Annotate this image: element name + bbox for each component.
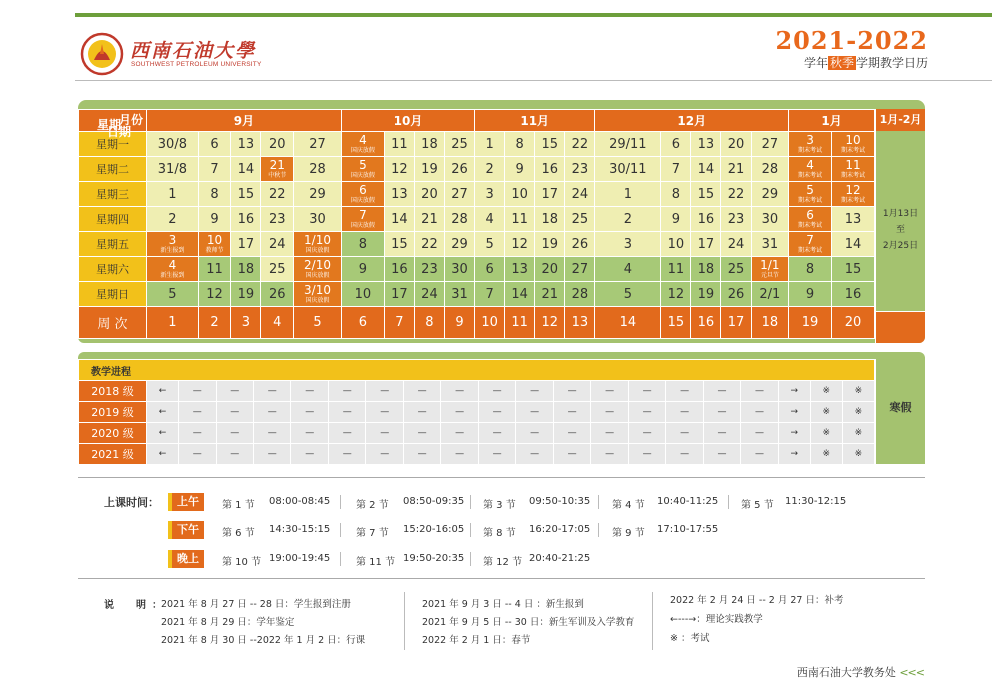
winter-break-header: 1月-2月 <box>875 109 925 131</box>
slot-number: 第 4 节 <box>612 500 645 511</box>
date-cell: 13 <box>505 257 535 282</box>
date-cell: 14 <box>231 157 261 182</box>
date-cell: 20 <box>414 182 444 207</box>
date-cell: 27 <box>751 132 789 157</box>
period-label: 上午 <box>168 493 204 511</box>
period-label: 晚上 <box>168 550 204 568</box>
day-label: 星期六 <box>79 257 147 282</box>
date-cell: 1/1 元旦节 <box>751 257 789 282</box>
date-cell: 10 <box>505 182 535 207</box>
date-cell: 26 <box>444 157 474 182</box>
date-cell: 4 国庆放假 <box>341 132 384 157</box>
date-cell: 23 <box>721 207 751 232</box>
date-cell: 2/1 <box>751 282 789 307</box>
date-cell: 14 <box>691 157 721 182</box>
date-cell: 6 <box>475 257 505 282</box>
note-item: 2021 年 8 月 29 日：学年鉴定 <box>161 617 295 628</box>
date-cell: 29/11 <box>595 132 661 157</box>
slot-number: 第 12 节 <box>483 557 523 568</box>
section-divider <box>78 477 925 478</box>
date-cell: 6 期末考试 <box>789 207 832 232</box>
date-cell: 11 <box>505 207 535 232</box>
date-cell: 17 <box>384 282 414 307</box>
date-cell: 13 <box>231 132 261 157</box>
calendar-row <box>79 207 875 232</box>
date-cell: 17 <box>691 232 721 257</box>
date-cell: 21 <box>535 282 565 307</box>
slot-time: 09:50-10:35 <box>529 496 591 507</box>
date-cell: 25 <box>565 207 595 232</box>
day-label: 星期五 <box>79 232 147 257</box>
date-cell: 27 <box>565 257 595 282</box>
date-cell: 5 国庆放假 <box>341 157 384 182</box>
date-cell: 11 <box>198 257 231 282</box>
month-dec: 12月 <box>595 110 789 132</box>
slot-time: 11:30-12:15 <box>785 496 847 507</box>
slot-number: 第 9 节 <box>612 528 645 539</box>
note-item: 2021 年 8 月 30 日 --2022 年 1 月 2 日：行课 <box>161 635 366 646</box>
date-cell: 15 <box>691 182 721 207</box>
month-oct: 10月 <box>341 110 474 132</box>
calendar-row <box>79 232 875 257</box>
date-cell: 5 <box>475 232 505 257</box>
slot-time: 10:40-11:25 <box>657 496 719 507</box>
date-cell: 15 <box>535 132 565 157</box>
day-label: 星期四 <box>79 207 147 232</box>
date-cell: 15 <box>231 182 261 207</box>
date-cell: 11 期末考试 <box>832 157 875 182</box>
calendar-table <box>78 109 875 339</box>
date-cell: 12 <box>384 157 414 182</box>
date-cell: 5 期末考试 <box>789 182 832 207</box>
date-cell: 22 <box>261 182 294 207</box>
date-cell: 28 <box>294 157 342 182</box>
period-label: 下午 <box>168 521 204 539</box>
date-cell: 24 <box>565 182 595 207</box>
date-cell: 5 <box>595 282 661 307</box>
date-cell: 11 <box>661 257 691 282</box>
progress-row: 2021 级 ← — — — — — — — — — — — — — — — — → ※ ※ <box>79 444 875 465</box>
week-number: 20 <box>832 307 875 339</box>
slot-time: 20:40-21:25 <box>529 553 591 564</box>
date-cell: 13 <box>691 132 721 157</box>
slot-number: 第 1 节 <box>222 500 255 511</box>
week-label: 周 次 <box>79 307 147 339</box>
date-cell: 22 <box>565 132 595 157</box>
date-cell: 7 <box>661 157 691 182</box>
date-cell: 21 <box>414 207 444 232</box>
date-cell: 30 <box>294 207 342 232</box>
date-cell: 12 <box>661 282 691 307</box>
date-cell: 7 <box>198 157 231 182</box>
date-cell: 21 中秋节 <box>261 157 294 182</box>
date-cell: 11 <box>384 132 414 157</box>
date-cell: 9 <box>789 282 832 307</box>
note-item: ←---→：理论实践教学 <box>670 614 763 625</box>
slot-number: 第 10 节 <box>222 557 262 568</box>
date-cell: 28 <box>751 157 789 182</box>
week-number: 4 <box>261 307 294 339</box>
date-cell: 8 <box>198 182 231 207</box>
schedule-row-evening <box>168 550 868 570</box>
date-cell: 21 <box>721 157 751 182</box>
date-cell: 22 <box>414 232 444 257</box>
date-cell: 8 <box>505 132 535 157</box>
academic-year-title: 2021-2022 <box>775 26 928 55</box>
slot-number: 第 5 节 <box>741 500 774 511</box>
slot-time: 19:00-19:45 <box>269 553 331 564</box>
note-item: 2021 年 8 月 27 日 -- 28 日：学生报到注册 <box>161 599 351 610</box>
date-cell: 4 新生报到 <box>147 257 199 282</box>
note-item: 2021 年 9 月 3 日 -- 4 日 ：新生报到 <box>422 599 584 610</box>
date-cell: 31/8 <box>147 157 199 182</box>
week-number: 5 <box>294 307 342 339</box>
date-cell: 18 <box>535 207 565 232</box>
week-number: 3 <box>231 307 261 339</box>
date-cell: 30 <box>444 257 474 282</box>
winter-break-column <box>875 109 925 343</box>
date-cell: 9 <box>198 207 231 232</box>
week-number: 19 <box>789 307 832 339</box>
week-number: 18 <box>751 307 789 339</box>
date-cell: 18 <box>691 257 721 282</box>
week-number: 17 <box>721 307 751 339</box>
grade-label: 2018 级 <box>79 381 147 402</box>
date-cell: 5 <box>147 282 199 307</box>
date-cell: 3 新生报到 <box>147 232 199 257</box>
date-cell: 12 <box>505 232 535 257</box>
note-item: 2021 年 9 月 5 日 -- 30 日：新生军训及入学教育 <box>422 617 635 628</box>
slot-time: 16:20-17:05 <box>529 524 591 535</box>
week-number: 15 <box>661 307 691 339</box>
week-number: 14 <box>595 307 661 339</box>
week-number: 11 <box>505 307 535 339</box>
date-cell: 1 <box>147 182 199 207</box>
date-cell: 2/10 国庆放假 <box>294 257 342 282</box>
month-nov: 11月 <box>475 110 595 132</box>
note-item: 2022 年 2 月 24 日 -- 2 月 27 日：补考 <box>670 595 844 606</box>
date-cell: 9 <box>661 207 691 232</box>
week-number: 7 <box>384 307 414 339</box>
schedule-row-afternoon <box>168 521 868 541</box>
date-cell: 3 <box>475 182 505 207</box>
date-cell: 27 <box>294 132 342 157</box>
progress-row: 2020 级 ← — — — — — — — — — — — — — — — — → ※ ※ <box>79 423 875 444</box>
teaching-progress <box>78 352 925 464</box>
date-cell: 30/11 <box>595 157 661 182</box>
winter-break-footer <box>875 311 925 343</box>
date-cell: 16 <box>231 207 261 232</box>
month-jan: 1月 <box>789 110 875 132</box>
progress-table <box>78 359 875 464</box>
slot-time: 17:10-17:55 <box>657 524 719 535</box>
date-cell: 20 <box>721 132 751 157</box>
notes-divider <box>652 592 653 650</box>
slot-number: 第 11 节 <box>356 557 396 568</box>
date-cell: 3 期末考试 <box>789 132 832 157</box>
date-cell: 26 <box>721 282 751 307</box>
day-label: 星期日 <box>79 282 147 307</box>
date-cell: 19 <box>535 232 565 257</box>
week-number: 6 <box>341 307 384 339</box>
date-cell: 31 <box>444 282 474 307</box>
date-cell: 3/10 国庆放假 <box>294 282 342 307</box>
date-cell: 18 <box>414 132 444 157</box>
date-cell: 25 <box>444 132 474 157</box>
calendar-row <box>79 182 875 207</box>
calendar-corner: 月份 星期 日期 <box>79 110 147 132</box>
date-cell: 6 <box>198 132 231 157</box>
date-cell: 9 <box>505 157 535 182</box>
progress-row: 2018 级 ← — — — — — — — — — — — — — — — — → ※ ※ <box>79 381 875 402</box>
calendar-row <box>79 257 875 282</box>
calendar-row <box>79 157 875 182</box>
date-cell: 14 <box>832 232 875 257</box>
date-cell: 26 <box>565 232 595 257</box>
grade-label: 2021 级 <box>79 444 147 465</box>
calendar-subtitle: 学年 秋季 学期教学日历 <box>803 56 928 70</box>
winter-break-label: 寒假 <box>875 359 925 464</box>
slot-time: 19:50-20:35 <box>403 553 465 564</box>
date-cell: 2 <box>595 207 661 232</box>
date-cell: 7 期末考试 <box>789 232 832 257</box>
week-number: 10 <box>475 307 505 339</box>
grade-label: 2019 级 <box>79 402 147 423</box>
date-cell: 2 <box>475 157 505 182</box>
slot-time: 08:50-09:35 <box>403 496 465 507</box>
date-cell: 23 <box>414 257 444 282</box>
date-cell: 1 <box>475 132 505 157</box>
date-cell: 29 <box>444 232 474 257</box>
date-cell: 8 <box>789 257 832 282</box>
date-cell: 10 <box>341 282 384 307</box>
schedule-row-morning <box>168 493 868 513</box>
date-cell: 17 <box>535 182 565 207</box>
date-cell: 4 期末考试 <box>789 157 832 182</box>
date-cell: 19 <box>231 282 261 307</box>
week-number: 1 <box>147 307 199 339</box>
note-item: ※ ：考试 <box>670 633 710 644</box>
date-cell: 30 <box>751 207 789 232</box>
university-name-en: SOUTHWEST PETROLEUM UNIVERSITY <box>131 61 262 68</box>
date-cell: 23 <box>261 207 294 232</box>
top-accent-bar <box>75 13 992 17</box>
date-cell: 15 <box>384 232 414 257</box>
date-cell: 31 <box>751 232 789 257</box>
date-cell: 9 <box>341 257 384 282</box>
date-cell: 24 <box>414 282 444 307</box>
week-number: 13 <box>565 307 595 339</box>
date-cell: 16 <box>535 157 565 182</box>
note-item: 2022 年 2 月 1 日：春节 <box>422 635 531 646</box>
date-cell: 29 <box>751 182 789 207</box>
date-cell: 3 <box>595 232 661 257</box>
date-cell: 7 <box>475 282 505 307</box>
date-cell: 4 <box>595 257 661 282</box>
winter-break-range: 1月13日 至 2月25日 <box>875 131 925 311</box>
date-cell: 6 国庆放假 <box>341 182 384 207</box>
date-cell: 1/10 国庆放假 <box>294 232 342 257</box>
university-logo-icon <box>80 32 124 76</box>
date-cell: 8 <box>661 182 691 207</box>
university-name: 西南石油大學 <box>130 40 257 62</box>
date-cell: 15 <box>832 257 875 282</box>
slot-time: 14:30-15:15 <box>269 524 331 535</box>
date-cell: 10 教师节 <box>198 232 231 257</box>
date-cell: 26 <box>261 282 294 307</box>
slot-time: 08:00-08:45 <box>269 496 331 507</box>
notes-divider <box>404 592 405 650</box>
slot-number: 第 2 节 <box>356 500 389 511</box>
slot-number: 第 3 节 <box>483 500 516 511</box>
date-cell: 16 <box>832 282 875 307</box>
week-number-row <box>79 307 875 339</box>
progress-row: 2019 级 ← — — — — — — — — — — — — — — — — → ※ ※ <box>79 402 875 423</box>
week-number: 9 <box>444 307 474 339</box>
date-cell: 10 期末考试 <box>832 132 875 157</box>
date-cell: 23 <box>565 157 595 182</box>
slot-number: 第 6 节 <box>222 528 255 539</box>
date-cell: 14 <box>384 207 414 232</box>
week-number: 2 <box>198 307 231 339</box>
date-cell: 7 国庆放假 <box>341 207 384 232</box>
slot-number: 第 7 节 <box>356 528 389 539</box>
date-cell: 28 <box>444 207 474 232</box>
date-cell: 20 <box>535 257 565 282</box>
date-cell: 24 <box>721 232 751 257</box>
date-cell: 30/8 <box>147 132 199 157</box>
date-cell: 25 <box>261 257 294 282</box>
date-cell: 17 <box>231 232 261 257</box>
date-cell: 4 <box>475 207 505 232</box>
date-cell: 22 <box>721 182 751 207</box>
date-cell: 28 <box>565 282 595 307</box>
week-number: 8 <box>414 307 444 339</box>
date-cell: 13 <box>832 207 875 232</box>
month-sep: 9月 <box>147 110 342 132</box>
date-cell: 12 <box>198 282 231 307</box>
week-number: 16 <box>691 307 721 339</box>
header-divider <box>75 80 992 81</box>
calendar-row <box>79 282 875 307</box>
date-cell: 12 期末考试 <box>832 182 875 207</box>
section-divider <box>78 578 925 579</box>
progress-title: 教学进程 <box>79 360 875 381</box>
date-cell: 2 <box>147 207 199 232</box>
date-cell: 29 <box>294 182 342 207</box>
date-cell: 25 <box>721 257 751 282</box>
calendar-row <box>79 132 875 157</box>
schedule-title: 上课时间： <box>104 496 159 509</box>
day-label: 星期一 <box>79 132 147 157</box>
day-label: 星期二 <box>79 157 147 182</box>
date-cell: 27 <box>444 182 474 207</box>
date-cell: 24 <box>261 232 294 257</box>
date-cell: 14 <box>505 282 535 307</box>
day-label: 星期三 <box>79 182 147 207</box>
date-cell: 13 <box>384 182 414 207</box>
date-cell: 18 <box>231 257 261 282</box>
date-cell: 16 <box>691 207 721 232</box>
date-cell: 1 <box>595 182 661 207</box>
notes-title: 说 明： <box>104 600 168 611</box>
date-cell: 10 <box>661 232 691 257</box>
grade-label: 2020 级 <box>79 423 147 444</box>
date-cell: 8 <box>341 232 384 257</box>
slot-time: 15:20-16:05 <box>403 524 465 535</box>
date-cell: 16 <box>384 257 414 282</box>
footer-office: 西南石油大学教务处 <<< <box>796 666 924 679</box>
date-cell: 19 <box>414 157 444 182</box>
week-number: 12 <box>535 307 565 339</box>
slot-number: 第 8 节 <box>483 528 516 539</box>
teaching-calendar <box>78 100 925 343</box>
date-cell: 19 <box>691 282 721 307</box>
date-cell: 20 <box>261 132 294 157</box>
date-cell: 6 <box>661 132 691 157</box>
